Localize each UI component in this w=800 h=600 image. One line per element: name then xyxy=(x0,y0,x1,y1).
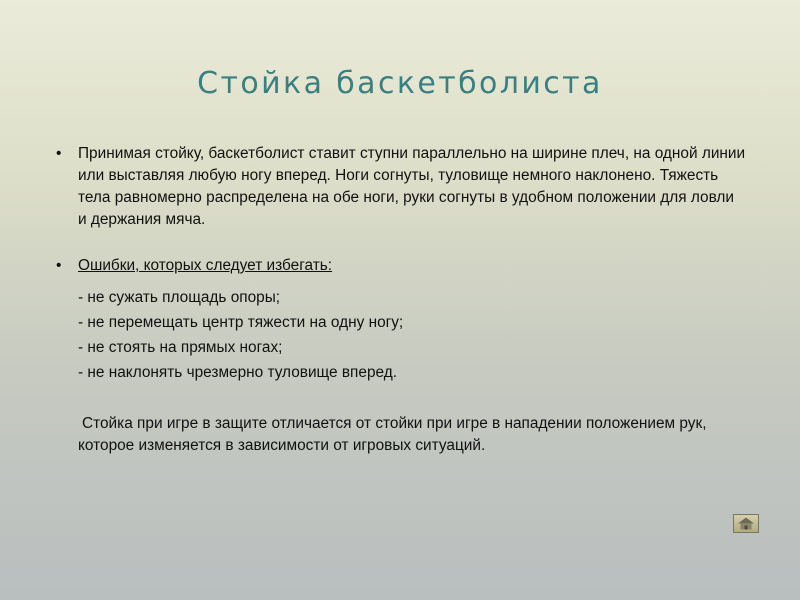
bullet-marker: • xyxy=(56,145,62,162)
bullet-item-mistakes xyxy=(56,255,746,277)
mistakes-heading: Ошибки, которых следует избегать: xyxy=(78,257,333,274)
bullet-item-stance xyxy=(56,143,746,231)
mistake-item: - не перемещать центр тяжести на одну ногу; xyxy=(78,314,404,331)
home-icon xyxy=(734,515,758,532)
mistake-item: - не сужать площадь опоры; xyxy=(78,289,281,306)
mistake-item: - не стоять на прямых ногах; xyxy=(78,339,283,356)
slide-title: Стойка баскетболиста xyxy=(197,66,603,101)
bullet-marker: • xyxy=(56,257,62,274)
home-button[interactable] xyxy=(733,514,759,533)
mistake-item: - не наклонять чрезмерно туловище вперед. xyxy=(78,364,397,381)
slide-content xyxy=(56,143,746,457)
stance-description: Принимая стойку, баскетболист ставит ступни параллельно на ширине плеч, на одной линии или выставляя любую ногу вперед. Ноги согнуты, туловище немного наклонено. Тяжесть тела равномерно распределена на обе ноги, руки согнуты в удобном положении для ловли и держания мяча. xyxy=(78,145,746,228)
defense-stance-note: Стойка при игре в защите отличается от стойки при игре в нападении положением рук, которое изменяется в зависимости от игровых ситуаций. xyxy=(78,415,707,454)
